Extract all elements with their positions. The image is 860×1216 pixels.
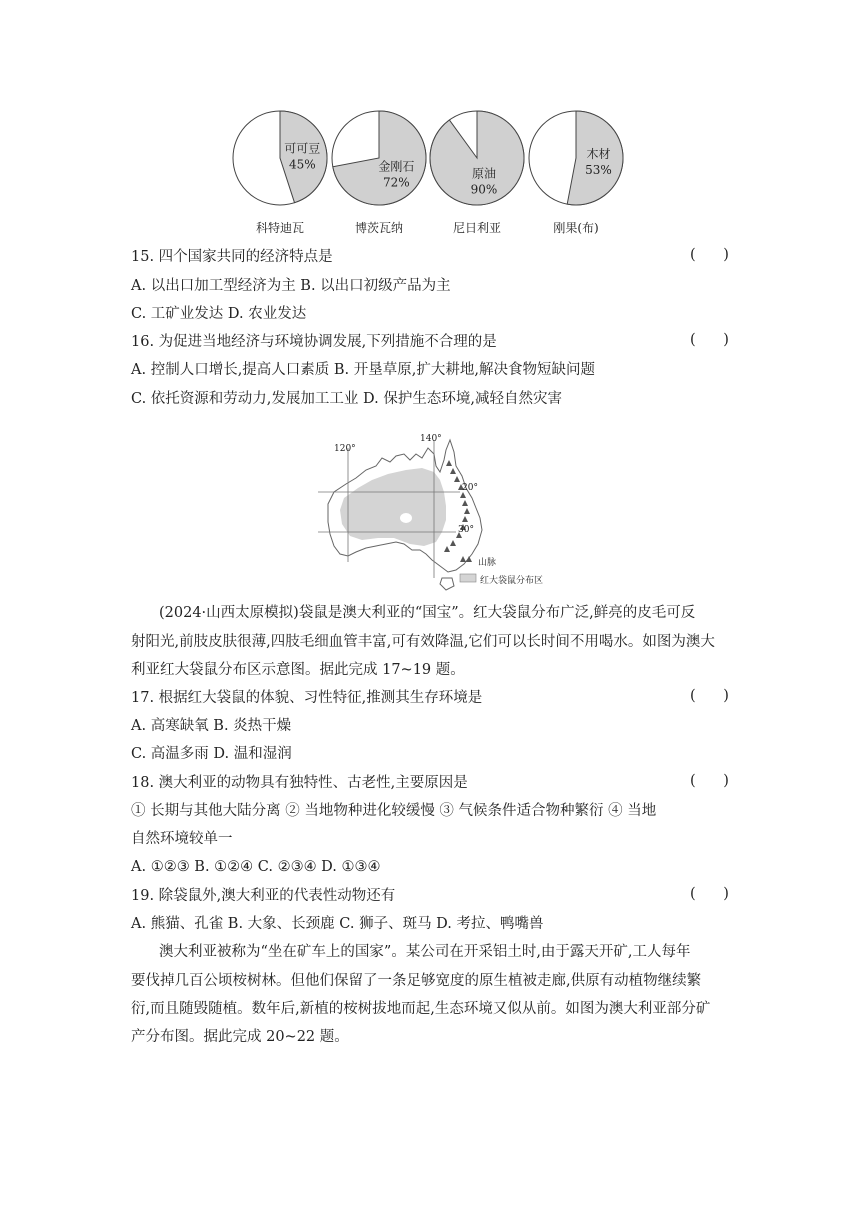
passage2-line1: 澳大利亚被称为“坐在矿车上的国家”。某公司在开采铝土时,由于露天开矿,工人每年 xyxy=(159,944,691,960)
q18-statements-line2: 自然环境较单一 xyxy=(131,831,233,847)
legend-mountain-label: 山脉 xyxy=(478,558,497,568)
pie-1 xyxy=(233,111,327,205)
pie-charts-svg xyxy=(0,0,860,240)
q15-answer-blank: ( ) xyxy=(690,247,729,263)
q15-options-cd: C. 工矿业发达 D. 农业发达 xyxy=(131,306,307,322)
passage2-line4: 产分布图。据此完成 20~22 题。 xyxy=(131,1029,349,1045)
pie-3 xyxy=(430,111,524,205)
pie-1-percent-label: 45% xyxy=(288,157,316,172)
q19-answer-blank: ( ) xyxy=(690,886,729,902)
q17-options-cd: C. 高温多雨 D. 温和湿润 xyxy=(131,746,292,762)
q18-options: A. ①②③ B. ①②④ C. ②③④ D. ①③④ xyxy=(131,859,381,875)
passage1-line1: (2024·山西太原模拟)袋鼠是澳大利亚的“国宝”。红大袋鼠分布广泛,鲜亮的皮毛可反 xyxy=(159,605,696,621)
pie-caption-4: 刚果(布) xyxy=(553,221,599,235)
pie-3-product-label: 原油 xyxy=(471,166,496,181)
legend-range-label: 红大袋鼠分布区 xyxy=(480,576,544,586)
pie-caption-2: 博茨瓦纳 xyxy=(354,221,403,235)
pie-2-percent-label: 72% xyxy=(383,175,410,190)
passage1-line2: 射阳光,前肢皮肤很薄,四肢毛细血管丰富,可有效降温,它们可以长时间不用喝水。如图为澳大 xyxy=(131,634,715,650)
q16-options-ab: A. 控制人口增长,提高人口素质 B. 开垦草原,扩大耕地,解决食物短缺问题 xyxy=(131,362,595,378)
pie-figure xyxy=(0,0,860,240)
map-svg xyxy=(310,432,560,592)
q16-stem: 16. 为促进当地经济与环境协调发展,下列措施不合理的是 xyxy=(131,334,497,350)
australia-kangaroo-map xyxy=(310,432,560,592)
label-lon-140: 140° xyxy=(420,434,442,444)
label-lat-20: 20° xyxy=(462,483,478,493)
q15-stem: 15. 四个国家共同的经济特点是 xyxy=(131,249,333,265)
pie-caption-1: 科特迪瓦 xyxy=(255,221,304,235)
label-lat-30: 30° xyxy=(458,525,474,535)
q15-options-ab: A. 以出口加工型经济为主 B. 以出口初级产品为主 xyxy=(131,278,451,294)
passage1-line3: 利亚红大袋鼠分布区示意图。据此完成 17~19 题。 xyxy=(131,662,465,678)
range-gap xyxy=(400,513,412,523)
pie-2-product-label: 金刚石 xyxy=(378,159,415,174)
legend-range-swatch xyxy=(460,574,476,582)
passage2-line2: 要伐掉几百公顷桉树林。但他们保留了一条足够宽度的原生植被走廊,供原有动植物继续繁 xyxy=(131,973,702,989)
q16-answer-blank: ( ) xyxy=(690,332,729,348)
pie-4-product-label: 木材 xyxy=(586,147,611,162)
q18-stem: 18. 澳大利亚的动物具有独特性、古老性,主要原因是 xyxy=(131,775,468,791)
pie-3-percent-label: 90% xyxy=(470,182,498,197)
q17-options-ab: A. 高寒缺氧 B. 炎热干燥 xyxy=(131,718,292,734)
q16-options-cd: C. 依托资源和劳动力,发展加工工业 D. 保护生态环境,减轻自然灾害 xyxy=(131,391,562,407)
label-lon-120: 120° xyxy=(334,444,356,454)
q18-answer-blank: ( ) xyxy=(690,773,729,789)
pie-2 xyxy=(332,111,426,205)
q18-statements-line1: ① 长期与其他大陆分离 ② 当地物种进化较缓慢 ③ 气候条件适合物种繁衍 ④ 当地 xyxy=(131,803,657,819)
q19-options: A. 熊猫、孔雀 B. 大象、长颈鹿 C. 狮子、斑马 D. 考拉、鸭嘴兽 xyxy=(131,916,544,932)
q17-answer-blank: ( ) xyxy=(690,688,729,704)
pie-4 xyxy=(529,111,623,205)
passage2-line3: 衍,而且随毁随植。数年后,新植的桉树拔地而起,生态环境又似从前。如图为澳大利亚部分矿 xyxy=(131,1001,711,1017)
q19-stem: 19. 除袋鼠外,澳大利亚的代表性动物还有 xyxy=(131,888,396,904)
q17-stem: 17. 根据红大袋鼠的体貌、习性特征,推测其生存环境是 xyxy=(131,690,483,706)
tasmania xyxy=(440,578,454,590)
pie-caption-3: 尼日利亚 xyxy=(452,221,501,235)
pie-1-product-label: 可可豆 xyxy=(284,141,321,156)
pie-4-percent-label: 53% xyxy=(585,163,612,178)
